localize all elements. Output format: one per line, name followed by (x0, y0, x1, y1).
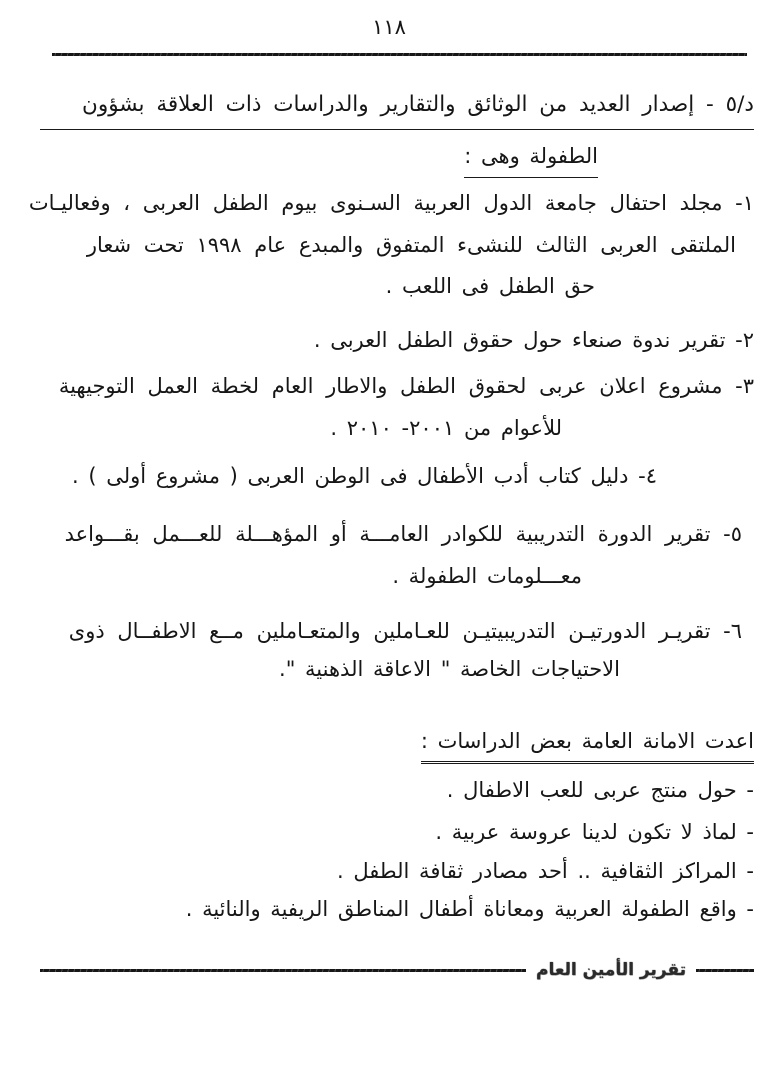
footer (40, 960, 754, 980)
list-item-1-line-3: حق الطفل فى اللعب . (385, 274, 595, 298)
list-item-1-line-2: الملتقى العربى الثالث للنشىء المتفوق والمبدع عام ١٩٩٨ تحت شعار (86, 233, 736, 257)
section-heading-line-1: د/٥ - إصدار العديد من الوثائق والتقارير والدراسات ذات العلاقة بشؤون (40, 90, 754, 130)
signature-text: تقرير الأمين العام (536, 960, 686, 980)
study-item-1: - حول منتج عربى للعب الاطفال . (446, 778, 754, 802)
footer-divider-left (40, 969, 526, 972)
list-item-6-line-2: الاحتياجات الخاصة " الاعاقة الذهنية ". (279, 657, 620, 681)
list-item-3-line-2: للأعوام من ٢٠٠١- ٢٠١٠ . (330, 416, 562, 440)
list-item-1-line-1: ١- مجلد احتفال جامعة الدول العربية السـنوى بيوم الطفل العربى ، وفعاليـات (28, 191, 754, 215)
list-item-3-line-1: ٣- مشروع اعلان عربى لحقوق الطفل والاطار العام لخطة العمل التوجيهية (58, 374, 754, 398)
list-item-4-line-1: ٤- دليل كتاب أدب الأطفال فى الوطن العربى ( مشروع أولى ) . (71, 464, 657, 488)
study-item-4: - واقع الطفولة العربية ومعاناة أطفال المناطق الريفية والنائية . (185, 897, 754, 921)
studies-section-heading (421, 726, 754, 764)
study-item-3: - المراكز الثقافية .. أحد مصادر ثقافة الطفل . (337, 859, 754, 883)
heading-underline-text: الطفولة وهى : (464, 141, 598, 178)
section-heading-line-2 (464, 141, 598, 178)
study-item-2: - لماذ لا تكون لدينا عروسة عربية . (435, 820, 754, 844)
footer-divider-right (696, 969, 754, 972)
page-number: ١١٨ (372, 15, 406, 39)
list-item-2-line-1: ٢- تقرير ندوة صنعاء حول حقوق الطفل العربى . (313, 328, 754, 352)
list-item-5-line-1: ٥- تقرير الدورة التدريبية للكوادر العامـــة أو المؤهـــلة للعـــمل بقـــواعد (64, 522, 742, 546)
top-divider-rule (52, 53, 747, 56)
studies-heading-underline-text: اعدت الامانة العامة بعض الدراسات : (421, 726, 754, 764)
list-item-5-line-2: معـــلومات الطفولة . (392, 564, 582, 588)
list-item-6-line-1: ٦- تقريـر الدورتيـن التدريبيتيـن للعـاملين والمتعـاملين مــع الاطفــال ذوى (68, 619, 742, 643)
